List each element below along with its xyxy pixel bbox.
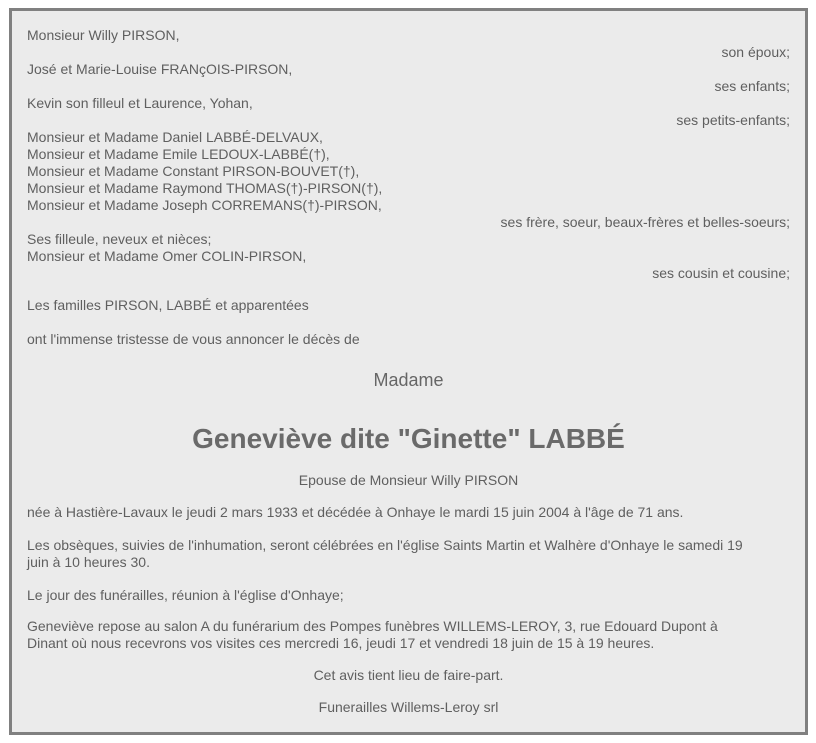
family-line: Monsieur et Madame Emile LEDOUX-LABBÉ(†), [27, 146, 330, 162]
obituary-notice [9, 8, 808, 735]
family-line: Les familles PIRSON, LABBÉ et apparentées [27, 297, 309, 313]
title-madame: Madame [373, 370, 444, 390]
family-line: Monsieur et Madame Raymond THOMAS(†)-PIRSON(†), [27, 180, 383, 196]
family-line: Monsieur et Madame Omer COLIN-PIRSON, [27, 248, 307, 264]
funeral-text: Les obsèques, suivies de l'inhumation, seront célébrées en l'église Saints Martin et Walhère d'Onhaye le samedi 19 juin à 10 heures 30. [27, 537, 743, 570]
spouse-line: Epouse de Monsieur Willy PIRSON [298, 472, 519, 488]
family-line: Monsieur et Madame Joseph CORREMANS(†)-PIRSON, [27, 197, 382, 213]
deceased-name: Geneviève dite "Ginette" LABBÉ [192, 423, 625, 454]
family-relation: ses frère, soeur, beaux-frères et belles-soeurs; [500, 214, 790, 230]
family-relation: ses enfants; [714, 78, 790, 94]
notice-text: Cet avis tient lieu de faire-part. [313, 667, 504, 683]
family-line: Kevin son filleul et Laurence, Yohan, [27, 95, 253, 111]
visitation-text: Geneviève repose au salon A du funérarium des Pompes funèbres WILLEMS-LEROY, 3, rue Edouard Dupont à Dinant où nous recevrons vos visites ces mercredi 16, jeudi 17 et vendredi 18 juin de 15 à 19 heures. [27, 618, 718, 651]
family-relation: ses cousin et cousine; [652, 265, 790, 281]
signature: Funerailles Willems-Leroy srl [318, 699, 499, 715]
family-line: José et Marie-Louise FRANçOIS-PIRSON, [27, 61, 293, 77]
family-relation: ses petits-enfants; [676, 112, 790, 128]
family-line: Monsieur et Madame Constant PIRSON-BOUVET(†), [27, 163, 360, 179]
birth-death-text: née à Hastière-Lavaux le jeudi 2 mars 1933 et décédée à Onhaye le mardi 15 juin 2004 à l'âge de 71 ans. [27, 504, 684, 520]
family-relation: son époux; [721, 44, 790, 60]
family-line: Monsieur et Madame Daniel LABBÉ-DELVAUX, [27, 129, 323, 145]
announcement-text: ont l'immense tristesse de vous annoncer le décès de [27, 331, 360, 347]
family-line: Ses filleule, neveux et nièces; [27, 231, 212, 247]
family-line: Monsieur Willy PIRSON, [27, 27, 180, 43]
meeting-text: Le jour des funérailles, réunion à l'église d'Onhaye; [27, 587, 344, 603]
